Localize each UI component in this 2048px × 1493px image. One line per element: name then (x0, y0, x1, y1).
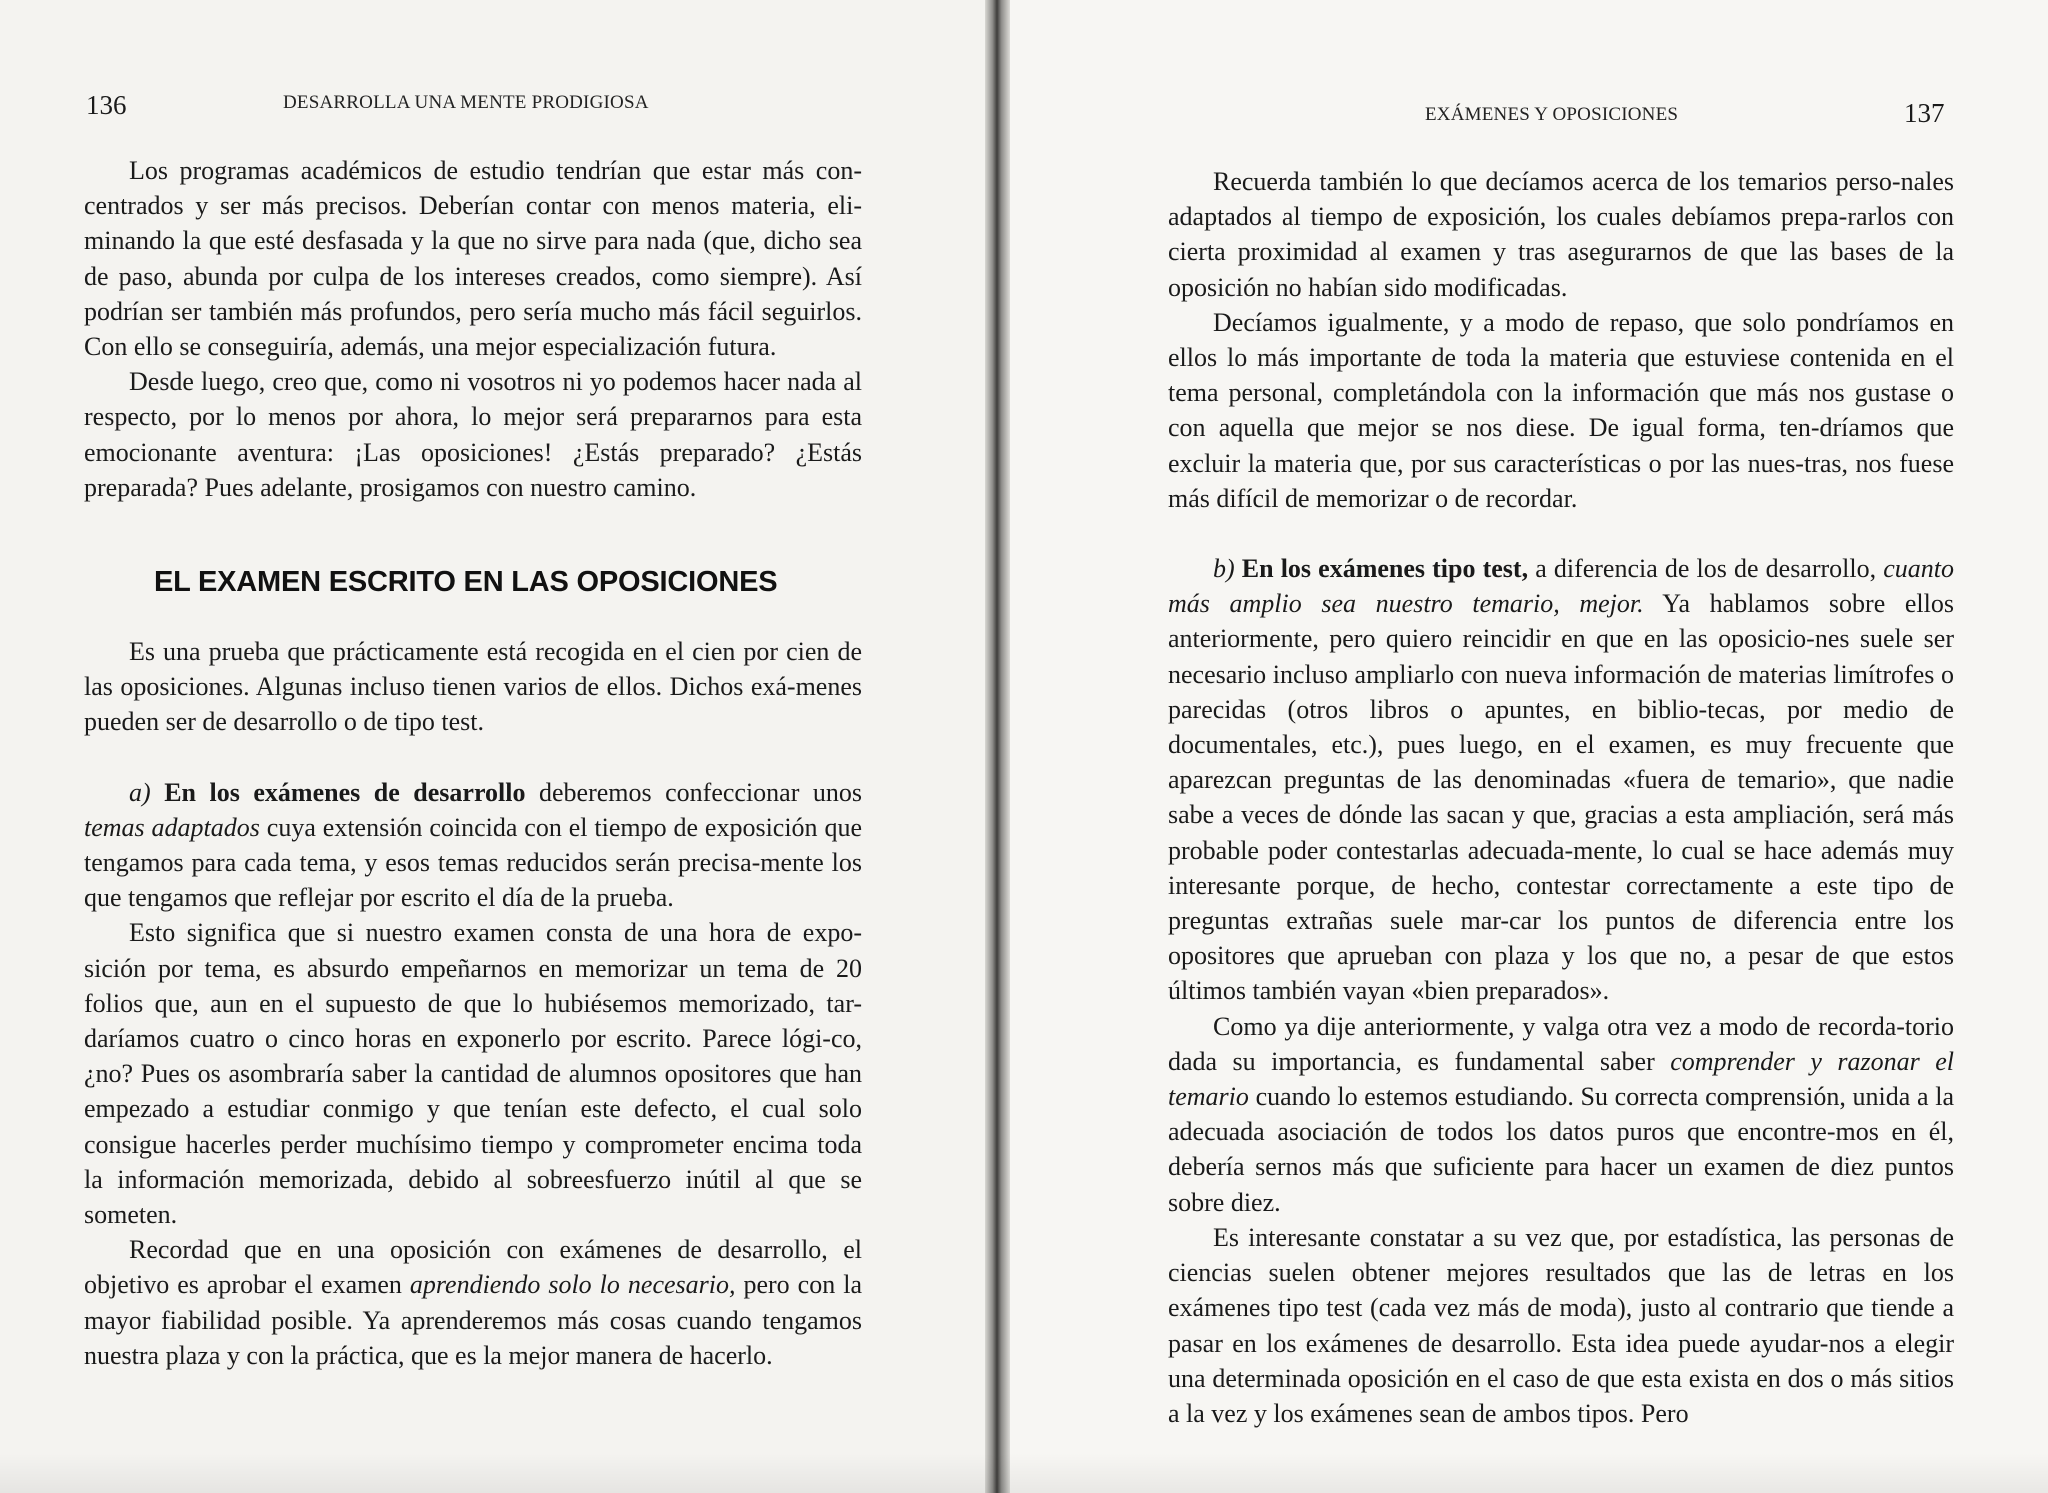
list-marker: a) (129, 777, 151, 807)
italic-run: aprendiendo solo lo necesario, (409, 1270, 736, 1300)
italic-run: temas adaptados (84, 812, 260, 842)
text-run: pero con la mayor fiabilidad posible. Ya aprenderemos más cosas cuando tengamos nuestra plaza y con la práctica, que es la mejor manera de hacerlo. (84, 1270, 862, 1370)
paragraph: Esto significa que si nuestro examen consta de una hora de expo-sición por tema, es absurdo empeñarnos en memorizar un tema de 20 folios que, aun en el supuesto de que lo hubiésemos memorizado, tar-daríamos cuatro o cinco horas en exponerlo por escrito. Parece lógi-co, ¿no? Pues os asombraría saber la cantidad de alumnos opositores que han empezado a estudiar conmigo y que tenían este defecto, el cual solo consigue hacerles perder muchísimo tiempo y comprometer encima toda la información memorizada, debido al sobreesfuerzo inútil al que se someten. (84, 918, 862, 1230)
text-run: Como ya dije anteriormente, y valga otra vez a modo de recorda-torio dada su importancia, es fundamental saber (1168, 1011, 1954, 1076)
page-number-left: 136 (86, 90, 127, 120)
left-page (0, 0, 985, 1493)
right-page (1010, 0, 2048, 1493)
paragraph (84, 1232, 862, 1373)
italic-run: comprender y razonar el temario (1168, 1046, 1955, 1112)
bold-lead: En los exámenes tipo test, (1241, 554, 1529, 584)
book-gutter (985, 0, 1010, 1493)
paragraph-a (84, 775, 862, 916)
text-run: cuya extensión coincida con el tiempo de exposición que tengamos para cada tema, y esos temas reducidos serán precisa-mente los que tengamos que reflejar por escrito el día de la prueba. (84, 812, 862, 913)
list-marker: b) (1213, 554, 1235, 584)
text-run: Recordad que en una oposición con exámenes de desarrollo, el objetivo es aprobar el examen (84, 1235, 862, 1300)
bottom-shadow (0, 1453, 2048, 1493)
paragraph: Los programas académicos de estudio tendrían que estar más con-centrados y ser más precisos. Deberían contar con menos materia, eli-minando la que esté desfasada y la que no sirve para nada (que, dicho sea de paso, abunda por culpa de los intereses creados, como siempre). Así podrían ser también más profundos, pero sería mucho más fácil seguirlos. Con ello se conseguiría, además, una mejor especialización futura. (84, 156, 862, 362)
text-run: a diferencia de los de desarrollo, (1528, 554, 1884, 584)
paragraph: Recuerda también lo que decíamos acerca de los temarios perso-nales adaptados al tiempo de exposición, los cuales debíamos prepa-rarlos con cierta proximidad al examen y tras asegurarnos de que las bases de la oposición no habían sido modificadas. (1168, 167, 1954, 302)
section-heading: EL EXAMEN ESCRITO EN LAS OPOSICIONES (154, 566, 778, 599)
text-run: Ya hablamos sobre ellos anteriormente, pero quiero reincidir en que en las oposicio-nes suele ser necesario incluso ampliarlo con nueva información de materias limítrofes o parecidas (otros libros o apuntes, en biblio-tecas, por medio de documentales, etc.), pues luego, en el examen, es muy frecuente que aparezcan preguntas de las denominadas «fuera de temario», que nadie sabe a veces de dónde las sacan y que, gracias a esta ampliación, será más probable poder contestarlas adecuada-mente, lo cual se hace además muy interesante porque, de hecho, contestar correctamente a este tipo de preguntas extrañas suele mar-car los puntos de diferencia entre los opositores que aprueban con plaza y los que no, a pesar de que estos últimos también vayan «bien preparados». (1168, 589, 1954, 1006)
paragraph: Es una prueba que prácticamente está recogida en el cien por cien de las oposiciones. Algunas incluso tienen varios de ellos. Dichos exá-menes pueden ser de desarrollo o de tipo test. (84, 637, 862, 737)
running-head-right: EXÁMENES Y OPOSICIONES (1425, 104, 1679, 125)
page-number-right: 137 (1904, 98, 1945, 128)
running-head-left: DESARROLLA UNA MENTE PRODIGIOSA (283, 92, 649, 113)
left-text-column (84, 153, 862, 1373)
paragraph: Decíamos igualmente, y a modo de repaso, que solo pondríamos en ellos lo más importante de toda la materia que estuviese contenida en el tema personal, completándola con la información que más nos gustase o con aquella que mejor se nos diese. De igual forma, ten-dríamos que excluir la materia que, por sus características o por las nues-tras, nos fuese más difícil de memorizar o de recordar. (1168, 307, 1954, 513)
text-run: cuando lo estemos estudiando. Su correcta comprensión, unida a la adecuada asociación de todos los datos puros que encontre-mos en él, debería sernos más que suficiente para hacer un examen de diez puntos sobre diez. (1168, 1082, 1954, 1217)
paragraph (1168, 1009, 1954, 1220)
italic-run: cuanto más amplio sea nuestro temario, mejor. (1168, 554, 1954, 619)
right-text-column (1168, 164, 1954, 1431)
text-run: deberemos confeccionar unos (525, 777, 863, 807)
paragraph: Es interesante constatar a su vez que, por estadística, las personas de ciencias suelen obtener mejores resultados que las de letras en los exámenes tipo test (cada vez más de moda), justo al contrario que tiende a pasar en los exámenes de desarrollo. Esta idea puede ayudar-nos a elegir una determinada oposición en el caso de que esta exista en dos o más sitios a la vez y los exámenes sean de ambos tipos. Pero (1168, 1222, 1954, 1428)
paragraph-b (1168, 551, 1954, 1009)
bold-lead: En los exámenes de desarrollo (164, 777, 526, 807)
paragraph: Desde luego, creo que, como ni vosotros ni yo podemos hacer nada al respecto, por lo menos por ahora, lo mejor será prepararnos para esta emocionante aventura: ¡Las oposiciones! ¿Estás preparado? ¿Estás preparada? Pues adelante, prosigamos con nuestro camino. (84, 367, 862, 502)
